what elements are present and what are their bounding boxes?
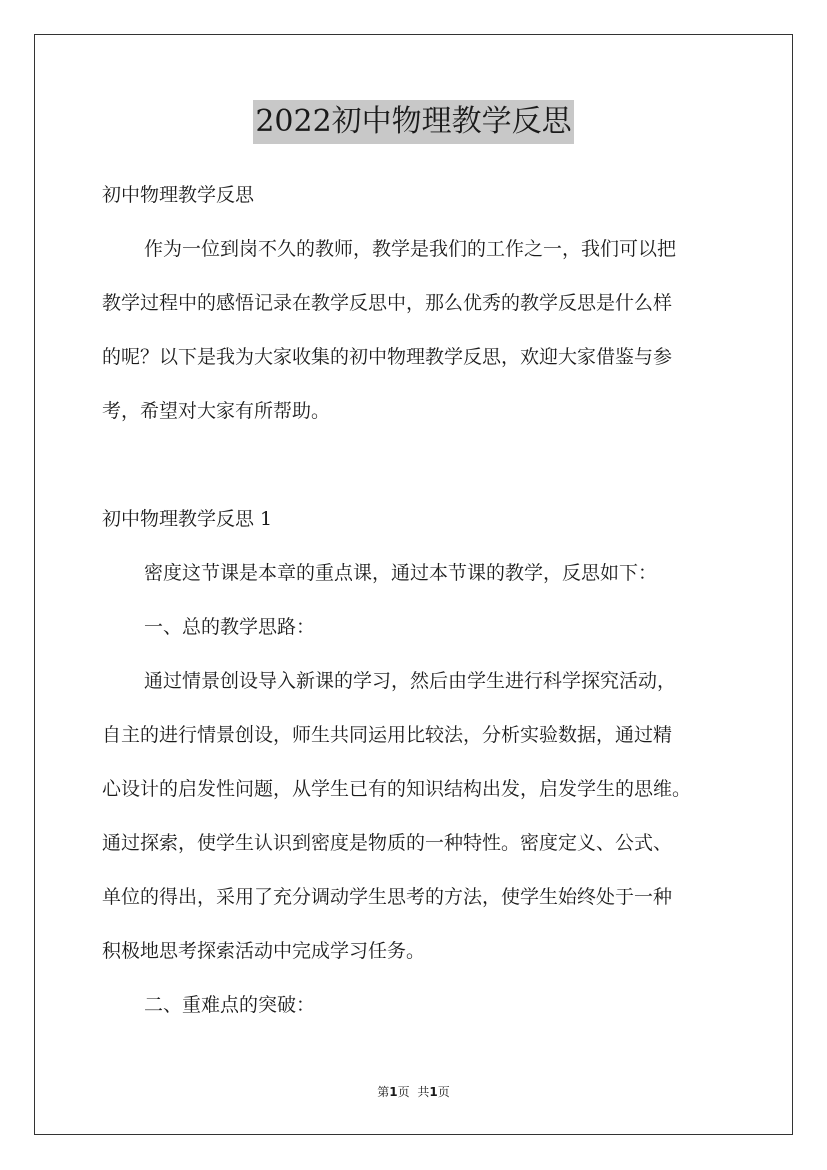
paragraph-line: 考，希望对大家有所帮助。 (102, 400, 331, 422)
subheading: 二、重难点的突破： (144, 994, 316, 1016)
total-pages: 1 (429, 1085, 438, 1099)
page-number: 1 (389, 1085, 398, 1099)
total-unit: 页 (437, 1085, 450, 1099)
section-heading: 初中物理教学反思 1 (102, 508, 273, 530)
paragraph-line: 的呢？以下是我为大家收集的初中物理教学反思，欢迎大家借鉴与参 (102, 346, 673, 368)
paragraph-line: 作为一位到岗不久的教师，教学是我们的工作之一，我们可以把 (144, 238, 677, 260)
document-title: 2022初中物理教学反思 (253, 100, 573, 144)
paragraph-line: 单位的得出，采用了充分调动学生思考的方法，使学生始终处于一种 (102, 886, 673, 908)
document-body (102, 168, 742, 1032)
page-prefix: 第 (377, 1085, 390, 1099)
paragraph-line: 教学过程中的感悟记录在教学反思中，那么优秀的教学反思是什么样 (102, 292, 673, 314)
page-footer (0, 1083, 827, 1100)
section-heading: 初中物理教学反思 (102, 184, 255, 206)
total-prefix: 共 (417, 1085, 430, 1099)
subheading: 一、总的教学思路： (144, 616, 316, 638)
blank-line (102, 438, 742, 492)
document-title-wrapper (0, 100, 827, 144)
page-unit: 页 (397, 1085, 410, 1099)
paragraph-line: 密度这节课是本章的重点课，通过本节课的教学，反思如下： (144, 562, 658, 584)
paragraph-line: 通过情景创设导入新课的学习，然后由学生进行科学探究活动， (144, 670, 677, 692)
paragraph-line: 心设计的启发性问题，从学生已有的知识结构出发，启发学生的思维。 (102, 778, 692, 800)
paragraph-line: 自主的进行情景创设，师生共同运用比较法，分析实验数据，通过精 (102, 724, 673, 746)
paragraph-line: 积极地思考探索活动中完成学习任务。 (102, 940, 426, 962)
paragraph-line: 通过探索，使学生认识到密度是物质的一种特性。密度定义、公式、 (102, 832, 673, 854)
